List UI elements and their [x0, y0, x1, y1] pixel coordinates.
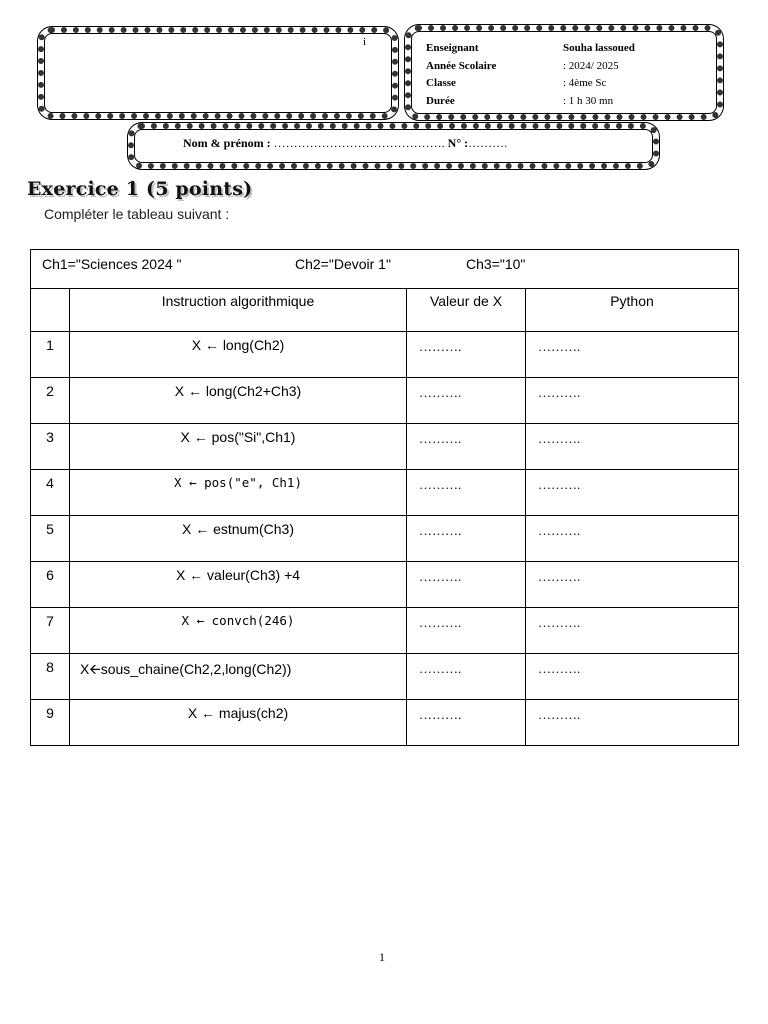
- header-python: Python: [526, 289, 739, 332]
- header-left-frame: [38, 27, 398, 119]
- row-instruction: X ← majus(ch2): [70, 700, 407, 746]
- info-row-duration: [426, 93, 635, 111]
- row-number: 5: [31, 516, 70, 562]
- table-row: [31, 424, 739, 470]
- name-field[interactable]: …………………………………….: [273, 136, 445, 150]
- row-number: 4: [31, 470, 70, 516]
- info-row-year: [426, 58, 635, 76]
- row-value-blank[interactable]: ……….: [407, 470, 526, 516]
- row-python-blank[interactable]: ……….: [526, 654, 739, 700]
- table-row: [31, 332, 739, 378]
- corner-mark: i: [363, 36, 367, 48]
- row-python-blank[interactable]: ……….: [526, 332, 739, 378]
- table-row: [31, 516, 739, 562]
- table-row: [31, 654, 739, 700]
- table-row: [31, 700, 739, 746]
- header-value: Valeur de X: [407, 289, 526, 332]
- student-name-line: [183, 136, 507, 151]
- row-number: 6: [31, 562, 70, 608]
- info-label: Enseignant: [426, 42, 479, 54]
- row-python-blank[interactable]: ……….: [526, 378, 739, 424]
- table-row: [31, 470, 739, 516]
- row-python-blank[interactable]: ……….: [526, 470, 739, 516]
- info-row-teacher: [426, 40, 635, 58]
- row-python-blank[interactable]: ……….: [526, 608, 739, 654]
- row-instruction: X ← estnum(Ch3): [70, 516, 407, 562]
- row-instruction: X ← pos("Si",Ch1): [70, 424, 407, 470]
- header-row: [31, 289, 739, 332]
- row-instruction: X ← convch(246): [70, 608, 407, 654]
- info-label: Classe: [426, 77, 456, 89]
- row-python-blank[interactable]: ……….: [526, 562, 739, 608]
- row-instruction: X🡨sous_chaine(Ch2,2,long(Ch2)): [70, 654, 407, 700]
- row-number: 1: [31, 332, 70, 378]
- variables-row: [31, 250, 739, 289]
- header-cell-empty: [31, 289, 70, 332]
- row-value-blank[interactable]: ……….: [407, 700, 526, 746]
- var-ch3: Ch3="10": [466, 256, 526, 272]
- number-label: N° :: [447, 136, 469, 150]
- row-value-blank[interactable]: ……….: [407, 654, 526, 700]
- row-number: 2: [31, 378, 70, 424]
- row-instruction: X ← valeur(Ch3) +4: [70, 562, 407, 608]
- row-number: 9: [31, 700, 70, 746]
- row-value-blank[interactable]: ……….: [407, 516, 526, 562]
- number-field[interactable]: ……….: [468, 136, 508, 150]
- table-row: [31, 378, 739, 424]
- info-value: Souha lassoued: [563, 42, 635, 54]
- info-row-class: [426, 75, 635, 93]
- var-ch1: Ch1="Sciences 2024 ": [42, 256, 182, 272]
- row-number: 3: [31, 424, 70, 470]
- exercise-table: [30, 249, 739, 746]
- table-row: [31, 608, 739, 654]
- row-number: 7: [31, 608, 70, 654]
- row-instruction: X ← long(Ch2): [70, 332, 407, 378]
- row-instruction: X ← long(Ch2+Ch3): [70, 378, 407, 424]
- row-number: 8: [31, 654, 70, 700]
- row-value-blank[interactable]: ……….: [407, 332, 526, 378]
- variables-cell: [31, 250, 739, 289]
- page-number: 1: [379, 950, 385, 964]
- row-python-blank[interactable]: ……….: [526, 424, 739, 470]
- info-value: : 4ème Sc: [563, 77, 607, 89]
- header-instruction: Instruction algorithmique: [70, 289, 407, 332]
- row-value-blank[interactable]: ……….: [407, 562, 526, 608]
- info-label: Durée: [426, 94, 455, 107]
- row-python-blank[interactable]: ……….: [526, 516, 739, 562]
- row-value-blank[interactable]: ……….: [407, 424, 526, 470]
- table-row: [31, 562, 739, 608]
- row-value-blank[interactable]: ……….: [407, 378, 526, 424]
- exercise-title: Exercice 1 (5 points): [27, 178, 253, 200]
- row-instruction: X ← pos("e", Ch1): [70, 470, 407, 516]
- var-ch2: Ch2="Devoir 1": [295, 256, 391, 272]
- name-label: Nom & prénom :: [183, 136, 271, 150]
- info-value: : 2024/ 2025: [563, 59, 619, 72]
- row-value-blank[interactable]: ……….: [407, 608, 526, 654]
- exercise-instruction: Compléter le tableau suivant :: [44, 206, 230, 222]
- header-info: [426, 40, 635, 110]
- info-value: : 1 h 30 mn: [563, 94, 614, 107]
- row-python-blank[interactable]: ……….: [526, 700, 739, 746]
- info-label: Année Scolaire: [426, 59, 497, 72]
